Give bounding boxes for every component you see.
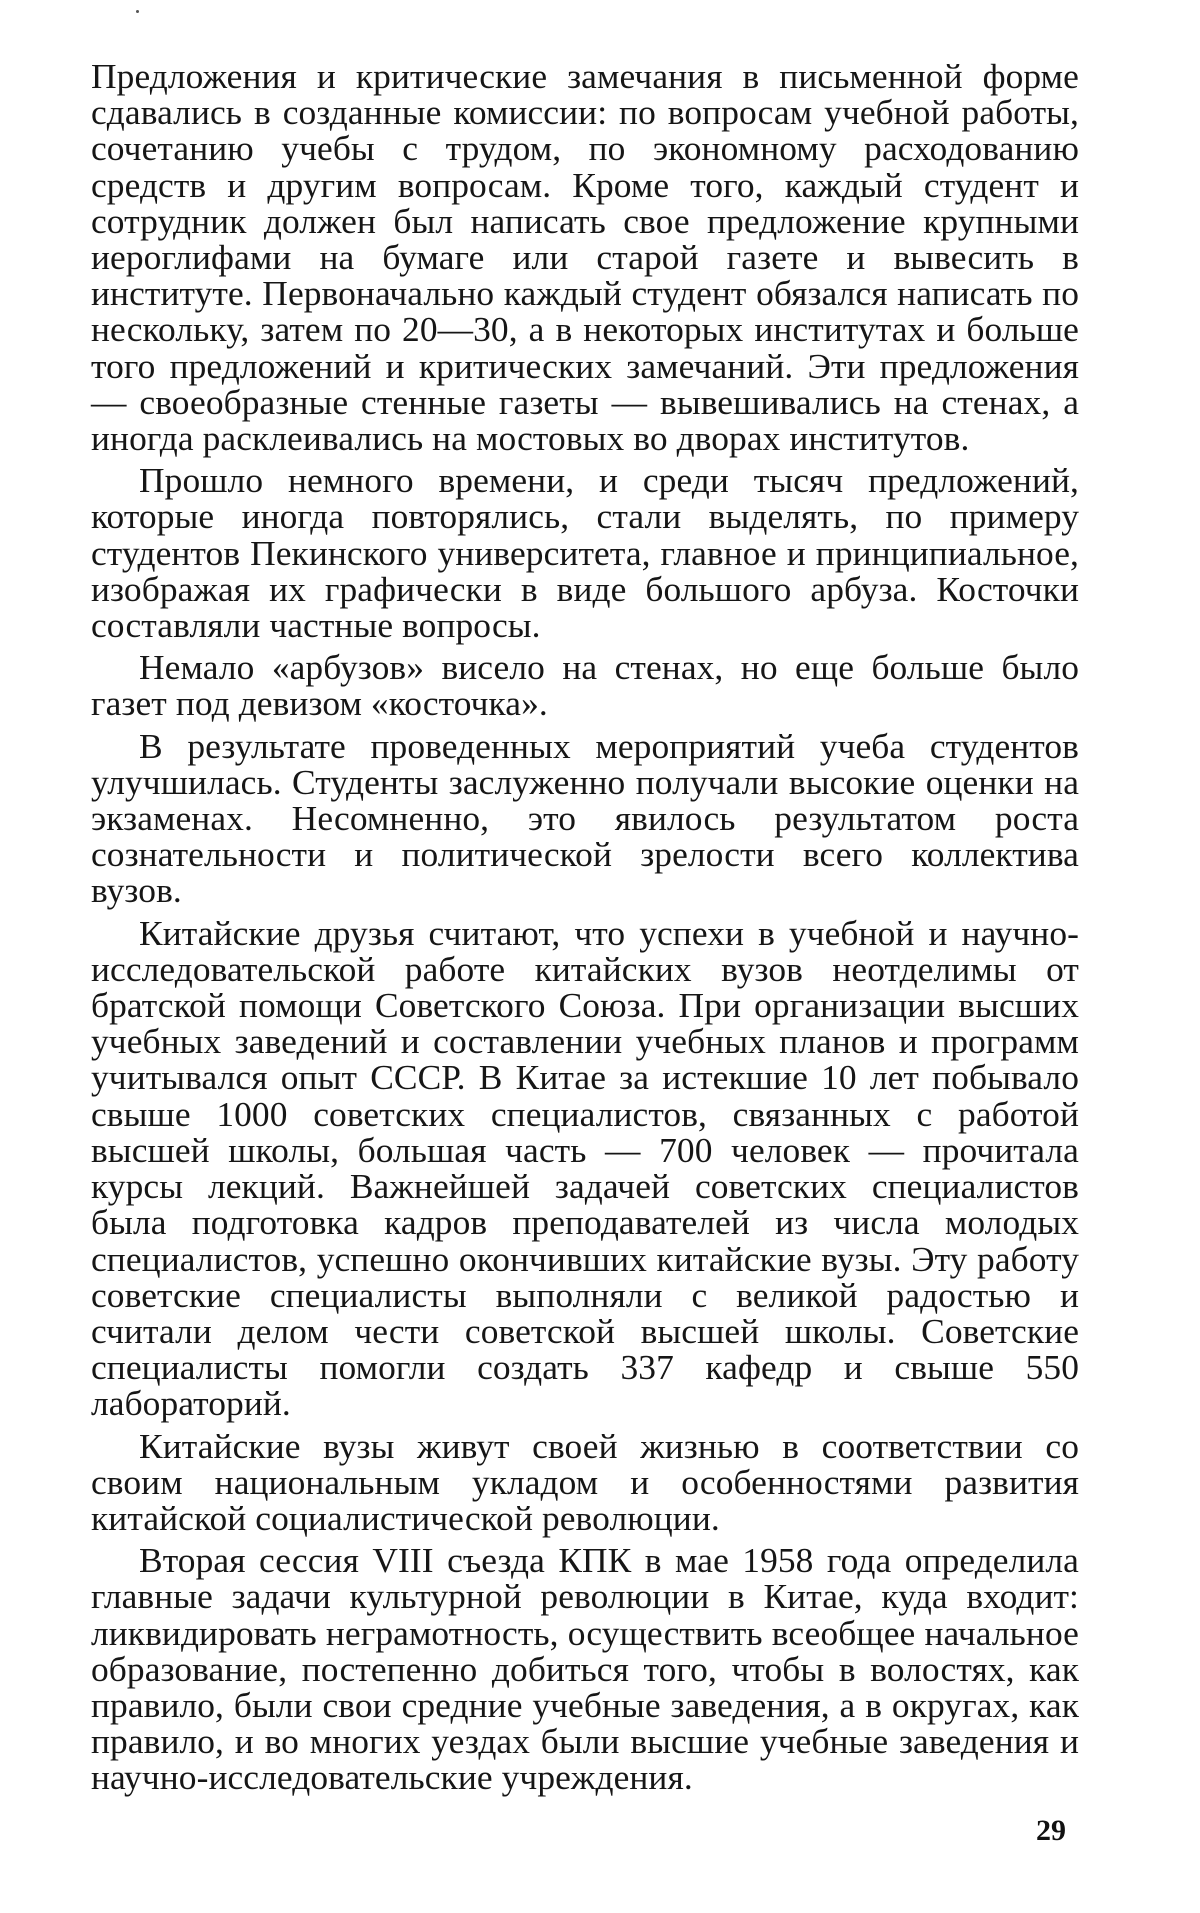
page-number: 29 [1036,1814,1066,1847]
paragraph-3-text: Немало «арбузов» висело на стенах, но еще больше было газет под девизом «косточка». [91,647,1079,724]
paragraph-4 [91,725,1079,911]
paragraph-6-text: Китайские вузы живут своей жизнью в соответствии со своим национальным укладом и особенностями развития китайской социалистической революции. [91,1425,1079,1538]
paragraph-2 [91,460,1079,646]
paragraph-7-text: Вторая сессия VIII съезда КПК в мае 1958 года определила главные задачи культурной революции в Китае, куда входит: ликвидировать неграмотность, осуществить всеобщее начальное образование, постепенно добиться того, чтобы в волостях, как правило, были свои средние учебные заведения, а в округах, как правило, и во многих уездах были высшие учебные заведения и научно-исследовательские учреждения. [91,1540,1079,1798]
paragraph-5 [91,912,1079,1424]
paragraph-2-text: Прошло немного времени, и среди тысяч предложений, которые иногда повторялись, стали выделять, по примеру студентов Пекинского университета, главное и принципиальное, изображая их графически в виде большого арбуза. Косточки составляли частные вопросы. [91,460,1079,646]
paragraph-4-text: В результате проведенных мероприятий учеба студентов улучшилась. Студенты заслуженно получали высокие оценки на экзаменах. Несомненно, это явилось результатом роста сознательности и политической зрелости всего коллектива вузов. [91,725,1079,911]
paragraph-5-text: Китайские друзья считают, что успехи в учебной и научно-исследовательской работе китайских вузов неотделимы от братской помощи Советского Союза. При организации высших учебных заведений и составлении учебных планов и программ учитывался опыт СССР. В Китае за истекшие 10 лет побывало свыше 1000 советских специалистов, связанных с работой высшей школы, большая часть — 700 человек — прочитала курсы лекций. Важнейшей задачей советских специалистов была подготовка кадров преподавателей из числа молодых специалистов, успешно окончивших китайские вузы. Эту работу советские специалисты выполняли с великой радостью и считали делом чести советской высшей школы. Советские специалисты помогли создать 337 кафедр и свыше 550 лабораторий. [91,912,1079,1424]
paragraph-3 [91,647,1079,724]
paragraph-7 [91,1540,1079,1798]
paragraph-1-text: Предложения и критические замечания в письменной форме сдавались в созданные комиссии: по вопросам учебной работы, сочетанию учебы с трудом, по экономному расходованию средств и другим вопросам. Кроме того, каждый студент и сотрудник должен был написать свое предложение крупными иероглифами на бумаге или старой газете и вывесить в институте. Первоначально каждый студент обязался написать по нескольку, затем по 20—30, а в некоторых институтах и больше того предложений и критических замечаний. Эти предложения — своеобразные стенные газеты — вывешивались на стенах, а иногда расклеивались на мостовых во дворах институтов. [91,56,1079,459]
paragraph-1 [91,56,1079,459]
print-speck [136,10,139,13]
paragraph-6 [91,1425,1079,1538]
body-text [91,58,1079,1796]
